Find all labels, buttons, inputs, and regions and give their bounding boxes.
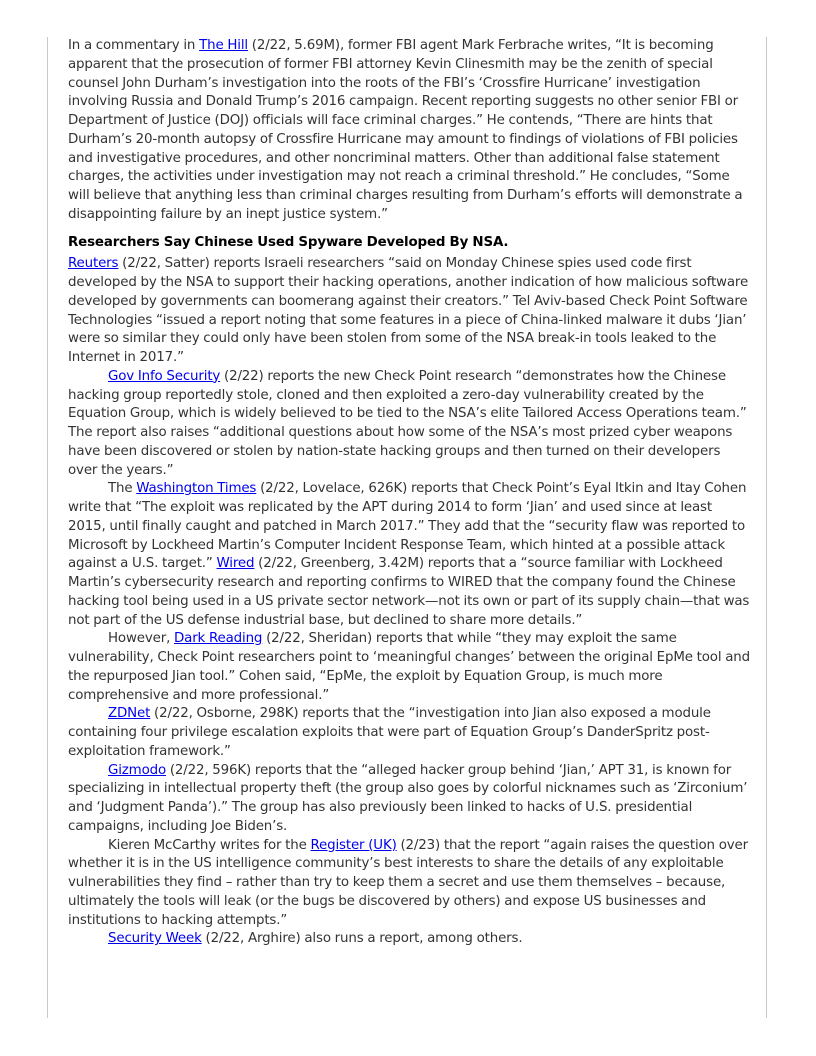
article-paragraph	[68, 930, 752, 949]
link-dark-reading[interactable]: Dark Reading	[173, 631, 263, 647]
text-span: (2/22, 5.69M), former FBI agent Mark Ferbrache writes, “It is becoming apparent that the prosecution of former FBI attorney Kevin Clinesmith may be the zenith of special counsel John Durham’s investigation into the roots of the FBI’s ‘Crossfire Hurricane’ investigation involving Russia and Donald Trump’s 2016 campaign. Recent reporting suggests no other senior FBI or Department of Justice (DOJ) officials will face criminal charges.” He contends, “There are hints that Durham’s 20-month autopsy of Crossfire Hurricane may amount to findings of violations of FBI policies and investigative procedures, and other noncriminal matters. Other than additional false statement charges, the activities under investigation may not reach a criminal threshold.” He concludes, “Some will believe that anything less than criminal charges resulting from Durham’s efforts will demonstrate a disappointing failure by an inept justice system.”	[68, 38, 743, 222]
text-span: However,	[108, 631, 174, 647]
article-headline: Researchers Say Chinese Used Spyware Developed By NSA.	[68, 234, 509, 250]
text-span: (2/22, Osborne, 298K) reports that the “investigation into Jian also exposed a module containing four privilege escalation exploits that were part of Equation Group’s DanderSpritz post-exploitation framework.”	[68, 706, 711, 759]
text-span: (2/22) reports the new Check Point research “demonstrates how the Chinese hacking group reportedly stole, cloned and then exploited a zero-day vulnerability created by the Equation Group, which is widely believed to be tied to the NSA’s elite Tailored Access Operations team.” The report also raises “additional questions about how some of the NSA’s most prized cyber weapons have been discovered or stolen by nation-state hacking groups and then turned on their developers over the years.”	[68, 368, 747, 478]
link-security-week[interactable]: Security Week	[108, 931, 202, 947]
link-register-uk[interactable]: Register (UK)	[310, 837, 397, 853]
link-gizmodo[interactable]: Gizmodo	[108, 762, 167, 778]
document-page	[47, 37, 767, 1018]
intro-paragraph	[68, 37, 752, 225]
link-washington-times[interactable]: Washington Times	[136, 481, 257, 497]
link-reuters[interactable]: Reuters	[68, 256, 119, 272]
link-the-hill[interactable]: The Hill	[199, 38, 248, 53]
text-span: (2/22, Greenberg, 3.42M) reports that a “source familiar with Lockheed Martin’s cybersecurity research and reporting confirms to WIRED that the company found the Chinese hacking tool being used in a US private sector network—not its own or part of its supply chain—that was not part of the US defense industrial base, but declined to share more details.”	[68, 556, 750, 628]
text-span: (2/22, Satter) reports Israeli researchers “said on Monday Chinese spies used code first developed by the NSA to support their hacking operations, another indication of how malicious software developed by governments can boomerang against their creators.” Tel Aviv-based Check Point Software Technologies “issued a report noting that some features in a piece of China-linked malware it dubs ‘Jian’ were so similar they could only have been stolen from some of the NSA break-in tools leaked to the Internet in 2017.”	[68, 256, 749, 365]
text-span: Kieren McCarthy writes for the	[108, 837, 311, 853]
link-wired[interactable]: Wired	[216, 556, 255, 572]
link-gov-info-security[interactable]: Gov Info Security	[108, 368, 221, 384]
article-paragraph	[68, 630, 752, 705]
text-span: In a commentary in	[68, 38, 200, 53]
article-paragraph	[68, 368, 752, 481]
link-zdnet[interactable]: ZDNet	[108, 706, 151, 722]
document-body	[68, 37, 752, 949]
article-paragraph	[68, 762, 752, 837]
text-span: (2/22, Arghire) also runs a report, among others.	[201, 931, 523, 947]
text-span: (2/22, Lovelace, 626K) reports that Check Point’s Eyal Itkin and Itay Cohen write that “The exploit was replicated by the APT during 2014 to form ‘Jian’ and used since at least 2015, until finally caught and patched in March 2017.” They add that the “security flaw was reported to Microsoft by Lockheed Martin’s Computer Incident Response Team, which hinted at a possible attack against a U.S. target.”	[68, 481, 747, 572]
article-paragraph	[68, 837, 752, 931]
text-span: (2/23) that the report “again raises the question over whether it is in the US intelligence community’s best interests to share the details of any exploitable vulnerabilities they find – rather than try to keep them a secret and use them themselves – because, ultimately the tools will leak (or the bugs be discovered by others) and expose US businesses and institutions to hacking attempts.”	[68, 837, 748, 928]
article-paragraph	[68, 705, 752, 761]
article-paragraph	[68, 255, 752, 368]
article-paragraph	[68, 480, 752, 630]
text-span: (2/22, Sheridan) reports that while “they may exploit the same vulnerability, Check Point researchers point to ‘meaningful changes’ between the original EpMe tool and the repurposed Jian tool.” Cohen said, “EpMe, the exploit by Equation Group, is much more comprehensive and more professional.”	[68, 631, 750, 703]
text-span: The	[108, 481, 137, 497]
text-span: (2/22, 596K) reports that the “alleged hacker group behind ‘Jian,’ APT 31, is known for specializing in intellectual property theft (the group also goes by colorful nicknames such as ‘Zirconium’ and ‘Judgment Panda’).” The group has also previously been linked to hacks of U.S. presidential campaigns, including Joe Biden’s.	[68, 762, 748, 834]
